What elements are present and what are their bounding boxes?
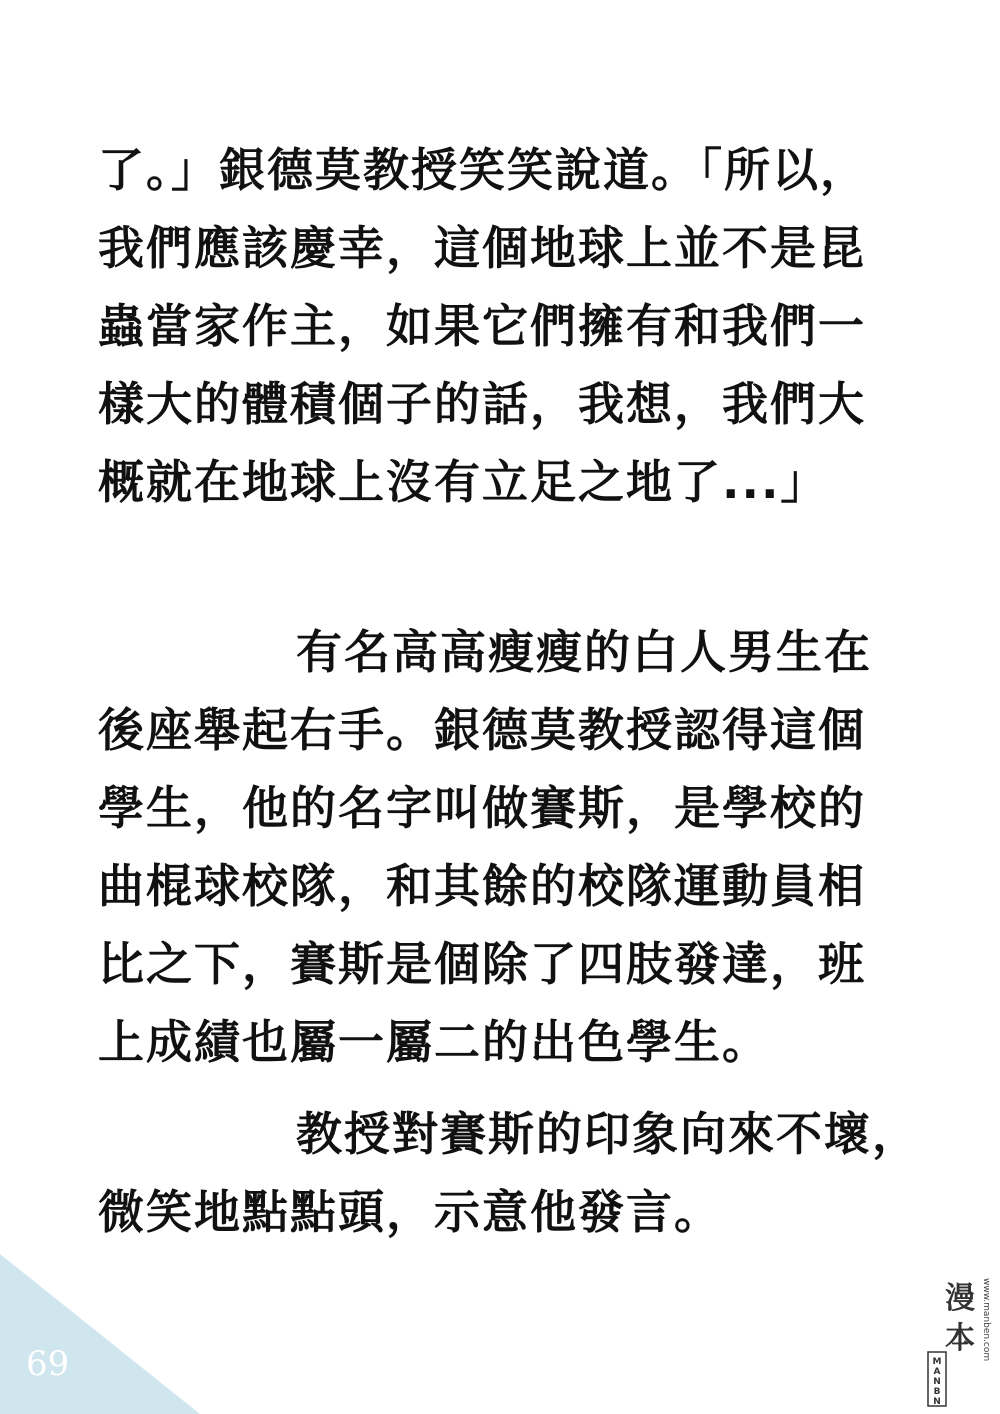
paragraph-2-line-2: 後座舉起右手。銀德莫教授認得這個 xyxy=(98,703,866,757)
text-line-3: 蟲當家作主，如果它們擁有和我們一 xyxy=(98,299,866,353)
text-line-5: 概就在地球上沒有立足之地了...」 xyxy=(98,455,829,509)
paragraph-2-line-1: 有名高高瘦瘦的白人男生在 xyxy=(296,625,872,679)
svg-text:www.manben.com: www.manben.com xyxy=(981,1278,991,1362)
svg-text:N: N xyxy=(933,1377,941,1387)
paragraph-2-line-4: 曲棍球校隊，和其餘的校隊運動員相 xyxy=(98,859,866,913)
svg-text:漫: 漫 xyxy=(945,1281,975,1316)
svg-text:B: B xyxy=(933,1387,941,1397)
paragraph-2-line-5: 比之下，賽斯是個除了四肢發達，班 xyxy=(98,937,866,991)
corner-decoration xyxy=(0,1254,200,1414)
svg-text:本: 本 xyxy=(945,1321,975,1356)
svg-text:A: A xyxy=(933,1367,941,1377)
text-line-2: 我們應該慶幸，這個地球上並不是昆 xyxy=(98,221,866,275)
text-line-1: 了。」銀德莫教授笑笑說道。「所以， xyxy=(98,143,868,197)
paragraph-3-line-2: 微笑地點點頭，示意他發言。 xyxy=(98,1185,722,1239)
manben-logo-icon xyxy=(926,1268,992,1408)
paragraph-3-line-1: 教授對賽斯的印象向來不壞， xyxy=(296,1107,920,1161)
page-number: 69 xyxy=(26,1344,70,1384)
paragraph-2-line-3: 學生，他的名字叫做賽斯，是學校的 xyxy=(98,781,866,835)
text-line-4: 樣大的體積個子的話，我想，我們大 xyxy=(98,377,866,431)
paragraph-2-line-6: 上成績也屬一屬二的出色學生。 xyxy=(98,1015,770,1069)
svg-text:M: M xyxy=(932,1357,942,1367)
manben-watermark-logo xyxy=(926,1268,992,1408)
svg-text:N: N xyxy=(933,1397,941,1407)
